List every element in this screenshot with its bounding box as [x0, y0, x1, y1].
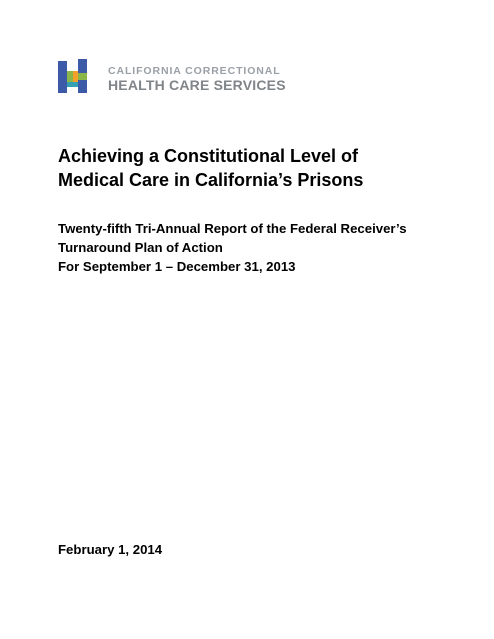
report-title-line2: Medical Care in California’s Prisons — [58, 170, 364, 190]
report-subtitle-line2: Turnaround Plan of Action — [58, 240, 223, 255]
report-subtitle-line1: Twenty-fifth Tri-Annual Report of the Federal Receiver’s — [58, 221, 407, 236]
report-subtitle — [58, 219, 478, 276]
cchcs-logo — [58, 59, 298, 95]
report-date: February 1, 2014 — [58, 542, 163, 557]
report-title-line1: Achieving a Constitutional Level of — [58, 146, 359, 166]
logo-text-line2: HEALTH CARE SERVICES — [108, 77, 286, 93]
cchcs-logo-mark-icon — [58, 59, 87, 93]
report-title — [58, 144, 458, 192]
logo-text-line1: CALIFORNIA CORRECTIONAL — [108, 65, 281, 77]
report-subtitle-line3: For September 1 – December 31, 2013 — [58, 259, 296, 274]
